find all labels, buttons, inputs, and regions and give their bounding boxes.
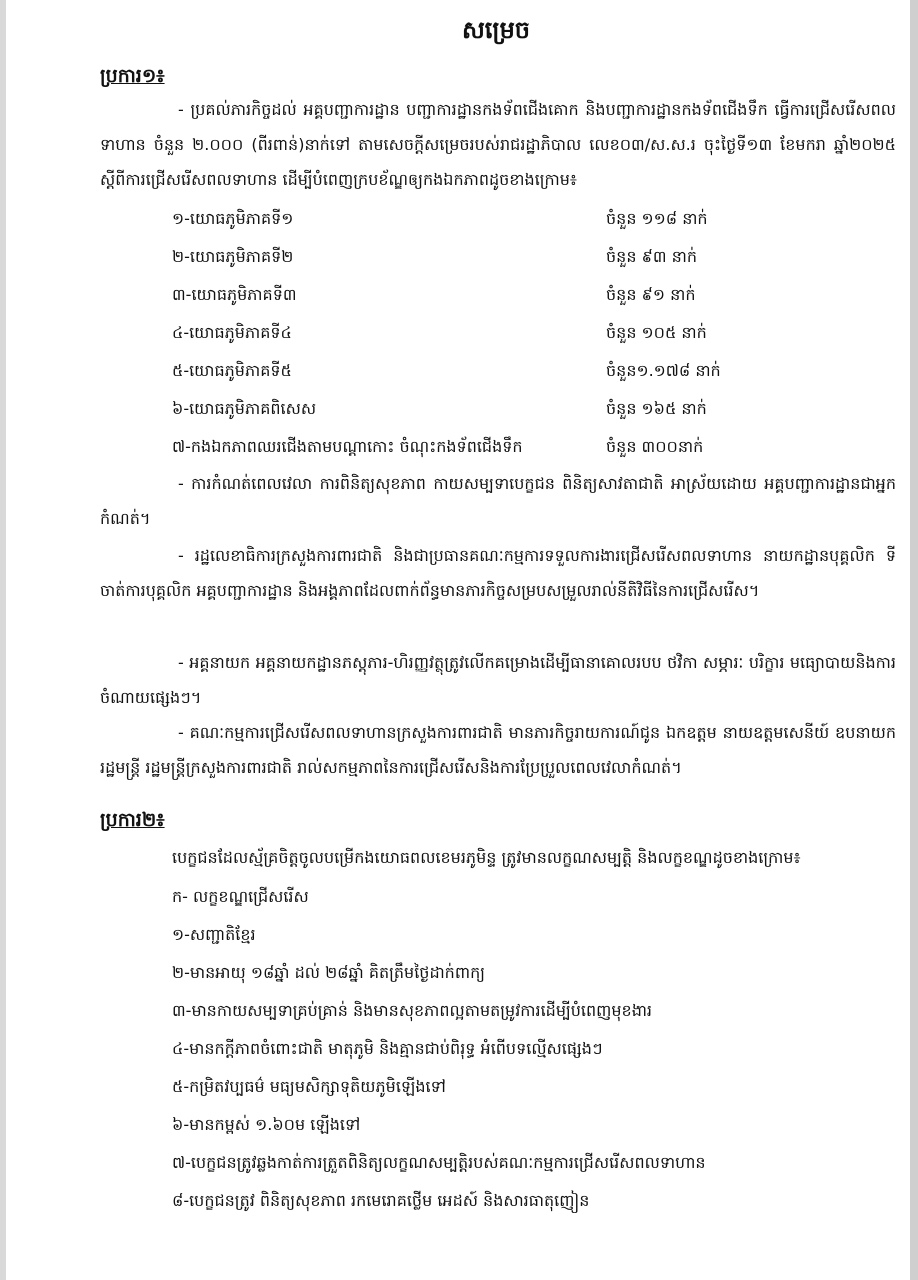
article-1-paragraph-timing: - ការកំណត់ពេលវេលា ការពិនិត្យសុខភាព កាយសម្បទាបេក្ខជន ពិនិត្យសាវតាជាតិ អាស្រ័យដោយ អគ្គបញ្ជាការដ្ឋានជាអ្នកកំណត់។ bbox=[100, 474, 896, 528]
unit-count: ចំនួន ៩៣ នាក់ bbox=[606, 247, 698, 266]
unit-name: ៧-កងឯកភាពឈរជើងតាមបណ្តាកោះ ចំណុះកងទ័ពជើងទឹក bbox=[172, 437, 523, 456]
unit-quota-row bbox=[96, 390, 896, 428]
unit-count: ចំនួន ១៦៥ នាក់ bbox=[606, 399, 707, 418]
unit-count: ចំនួន ១០៥ នាក់ bbox=[606, 323, 707, 342]
article-1-intro: - ប្រគល់ភារកិច្ចដល់ អគ្គបញ្ជាការដ្ឋាន បញ្ជាការដ្ឋានកងទ័ពជើងគោក និងបញ្ជាការដ្ឋានកងទ័ពជើងទឹក ធ្វើការជ្រើសរើសពលទាហាន ចំនួន ២.០០០ (ពីរពាន់)នាក់ទៅ តាមសេចក្តីសម្រេចរបស់រាជរដ្ឋាភិបាល លេខ០៣/ស.ស.រ ចុះថ្ងៃទី១៣ ខែមករា ឆ្នាំ២០២៥ ស្តីពីការជ្រើសរើសពលទាហាន ដើម្បីបំពេញក្របខ័ណ្ឌឲ្យកងឯកភាពដូចខាងក្រោម៖ bbox=[100, 100, 896, 189]
article-1-paragraph-secretary: - រដ្ឋលេខាធិការក្រសួងការពារជាតិ និងជាប្រធានគណៈកម្មការទទួលការងារជ្រើសរើសពលទាហាន នាយកដ្ឋានបុគ្គលិក ទីចាត់ការបុគ្គលិក អគ្គបញ្ជាការដ្ឋាន និងអង្គភាពដែលពាក់ព័ន្ធមានភារកិច្ចសម្របសម្រួលរាល់នីតិវិធីនៃការជ្រើសរើស។ bbox=[100, 546, 896, 600]
article-1-paragraph-committee: - គណៈកម្មការជ្រើសរើសពលទាហានក្រសួងការពារជាតិ មានភារកិច្ចរាយការណ៍ជូន ឯកឧត្តម នាយឧត្តមសេនីយ៍ ឧបនាយករដ្ឋមន្ត្រី រដ្ឋមន្ត្រីក្រសួងការពារជាតិ រាល់សកម្មភាពនៃការជ្រើសរើសនិងការប្រែប្រួលពេលវេលាកំណត់។ bbox=[100, 723, 896, 777]
condition-item: ៨-បេក្ខជនត្រូវ ពិនិត្យសុខភាព រកមេរោគថ្លើម អេដស៍ និងសារធាតុញៀន bbox=[172, 1191, 590, 1210]
article-1-paragraph-logistics: - អគ្គនាយក អគ្គនាយកដ្ឋានភស្តុភារ-ហិរញ្ញវត្ថុត្រូវលើកគម្រោងដើម្បីធានាគោលរបប ថវិកា សម្ភារៈ បរិក្ខារ មធ្យោបាយនិងការចំណាយផ្សេងៗ។ bbox=[100, 653, 896, 707]
condition-item: ២-មានអាយុ ១៨ឆ្នាំ ដល់ ២៨ឆ្នាំ គិតត្រឹមថ្ងៃដាក់ពាក្យ bbox=[172, 963, 485, 982]
condition-item: ៤-មានកក្តីភាពចំពោះជាតិ មាតុភូមិ និងគ្មានជាប់ពិរុទ្ធ អំពើបទល្មើសផ្សេងៗ bbox=[172, 1039, 603, 1058]
condition-item: ៦-មានកម្ពស់ ១.៦០ម ឡើងទៅ bbox=[172, 1115, 361, 1134]
unit-name: ៦-យោធភូមិភាគពិសេស bbox=[172, 399, 317, 418]
condition-item: ៣-មានកាយសម្បទាគ្រប់គ្រាន់ និងមានសុខភាពល្អតាមតម្រូវការដើម្បីបំពេញមុខងារ bbox=[172, 1001, 652, 1020]
unit-count: ចំនួន ៩១ នាក់ bbox=[606, 285, 696, 304]
unit-quota-row bbox=[96, 314, 896, 352]
condition-item: ៧-បេក្ខជនត្រូវឆ្លងកាត់ការត្រួតពិនិត្យលក្ខណសម្បត្តិរបស់គណៈកម្មការជ្រើសរើសពលទាហាន bbox=[172, 1153, 706, 1172]
unit-quota-row bbox=[96, 352, 896, 390]
unit-quota-row bbox=[96, 428, 896, 466]
unit-quota-row bbox=[96, 276, 896, 314]
unit-count: ចំនួន ១១៨ នាក់ bbox=[606, 209, 708, 228]
section-a-heading: ក- លក្ខខណ្ឌជ្រើសរើស bbox=[172, 887, 309, 906]
article-1-heading: ប្រការ១៖ bbox=[100, 65, 165, 87]
unit-quota-row bbox=[96, 238, 896, 276]
unit-count: ចំនួន ៣០០នាក់ bbox=[606, 437, 704, 456]
condition-item: ១-សញ្ជាតិខ្មែរ bbox=[172, 925, 256, 944]
article-2-heading: ប្រការ២៖ bbox=[100, 809, 165, 831]
unit-quota-list bbox=[96, 200, 896, 466]
unit-name: ១-យោធភូមិភាគទី១ bbox=[172, 209, 294, 228]
document-title: សម្រេច bbox=[461, 16, 531, 44]
unit-name: ៤-យោធភូមិភាគទី៤ bbox=[172, 323, 292, 342]
unit-name: ៣-យោធភូមិភាគទី៣ bbox=[172, 285, 297, 304]
unit-name: ៥-យោធភូមិភាគទី៥ bbox=[172, 361, 292, 380]
article-2-intro: បេក្ខជនដែលស្ម័គ្រចិត្តចូលបម្រើកងយោធពលខេមរភូមិន្ទ ត្រូវមានលក្ខណសម្បត្តិ និងលក្ខខណ្ឌដូចខាងក្រោម៖ bbox=[172, 848, 801, 867]
unit-quota-row bbox=[96, 200, 896, 238]
condition-list bbox=[96, 878, 896, 1220]
condition-item: ៥-កម្រិតវប្បធម៌ មធ្យមសិក្សាទុតិយភូមិឡើងទៅ bbox=[172, 1077, 446, 1096]
unit-name: ២-យោធភូមិភាគទី២ bbox=[172, 247, 294, 266]
unit-count: ចំនួន១.១៧៨ នាក់ bbox=[606, 361, 721, 380]
